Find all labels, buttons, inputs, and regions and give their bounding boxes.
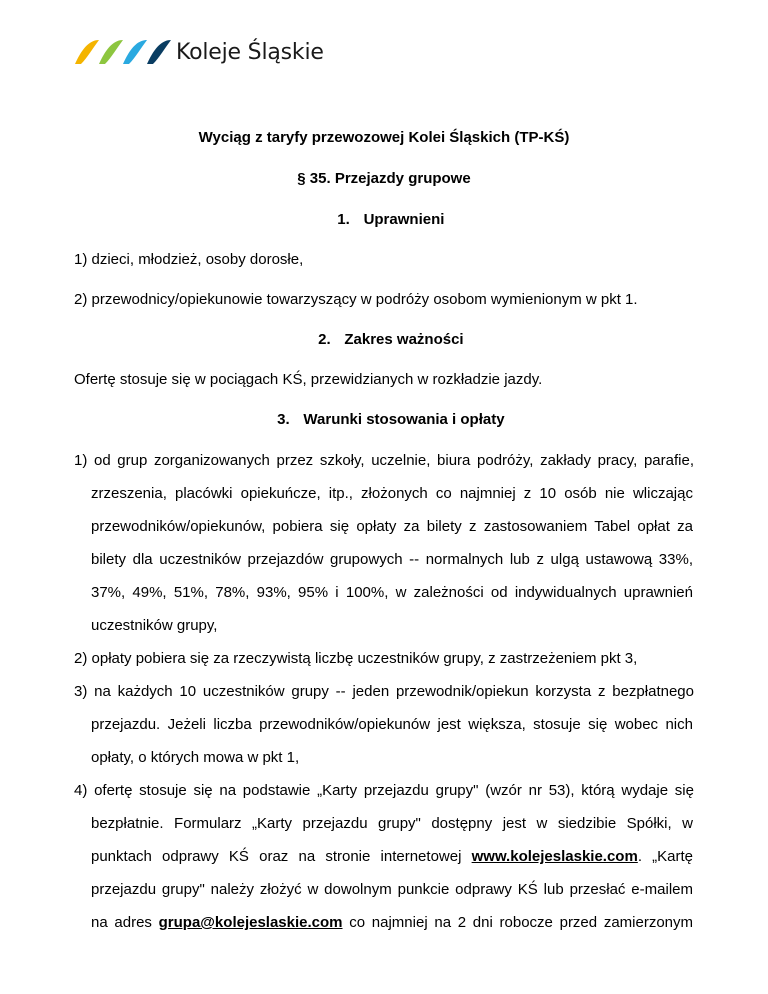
- website-link[interactable]: www.kolejeslaskie.com: [471, 848, 638, 865]
- paragraph-line: zrzeszenia, placówki opiekuńcze, itp., złożonych co najmniej z 10 osób nie wliczając: [91, 485, 693, 502]
- list-item: 1) dzieci, młodzież, osoby dorosłe,: [74, 251, 304, 268]
- paragraph-line: przejazdu. Jeżeli liczba przewodników/opiekunów jest większa, stosuje się wobec nich: [91, 716, 693, 733]
- logo-stripes-icon: [73, 38, 173, 68]
- paragraph-line: bilety dla uczestników przejazdów grupowych -- normalnych lub z ulgą ustawową 33%,: [91, 551, 693, 568]
- list-item: 2) przewodnicy/opiekunowie towarzyszący w podróży osobom wymienionym w pkt 1.: [74, 291, 638, 308]
- paragraph-line: 3) na każdych 10 uczestników grupy -- jeden przewodnik/opiekun korzysta z bezpłatnego: [74, 683, 694, 700]
- paragraph-line: 37%, 49%, 51%, 78%, 93%, 95% i 100%, w zależności od indywidualnych uprawnień: [91, 584, 693, 601]
- paragraph-line: 2) opłaty pobiera się za rzeczywistą liczbę uczestników grupy, z zastrzeżeniem pkt 3,: [74, 650, 638, 667]
- company-logo: [73, 38, 333, 68]
- heading-warunki: 3. Warunki stosowania i opłaty: [277, 411, 505, 428]
- paragraph-line: przejazdu grupy" należy złożyć w dowolnym punkcie odprawy KŚ lub przesłać e-mailem: [91, 881, 693, 898]
- paragraph-line: na adres grupa@kolejeslaskie.com co najmniej na 2 dni robocze przed zamierzonym: [91, 914, 694, 931]
- heading-uprawnieni: 1. Uprawnieni: [337, 211, 445, 228]
- paragraph-line: bezpłatnie. Formularz „Karty przejazdu grupy" dostępny jest w siedzibie Spółki, w: [91, 815, 693, 832]
- document-title: Wyciąg z taryfy przewozowej Kolei Śląskich (TP-KŚ): [198, 129, 570, 146]
- paragraph-line: 1) od grup zorganizowanych przez szkoły, uczelnie, biura podróży, zakłady pracy, parafie,: [74, 452, 694, 469]
- paragraph-line: punktach odprawy KŚ oraz na stronie internetowej www.kolejeslaskie.com. „Kartę: [91, 848, 694, 865]
- paragraph-line: przewodników/opiekunów, pobiera się opłaty za bilety z zastosowaniem Tabel opłat za: [91, 518, 693, 535]
- paragraph-line: opłaty, o których mowa w pkt 1,: [91, 749, 300, 766]
- heading-zakres: 2. Zakres ważności: [318, 331, 464, 348]
- section-heading: § 35. Przejazdy grupowe: [297, 170, 471, 187]
- paragraph-line: 4) ofertę stosuje się na podstawie „Karty przejazdu grupy" (wzór nr 53), którą wydaje się: [74, 782, 694, 799]
- paragraph-zakres: Ofertę stosuje się w pociągach KŚ, przewidzianych w rozkładzie jazdy.: [74, 371, 543, 388]
- email-link[interactable]: grupa@kolejeslaskie.com: [158, 914, 343, 931]
- paragraph-line: uczestników grupy,: [91, 617, 218, 634]
- logo-text: Koleje Śląskie: [176, 40, 324, 65]
